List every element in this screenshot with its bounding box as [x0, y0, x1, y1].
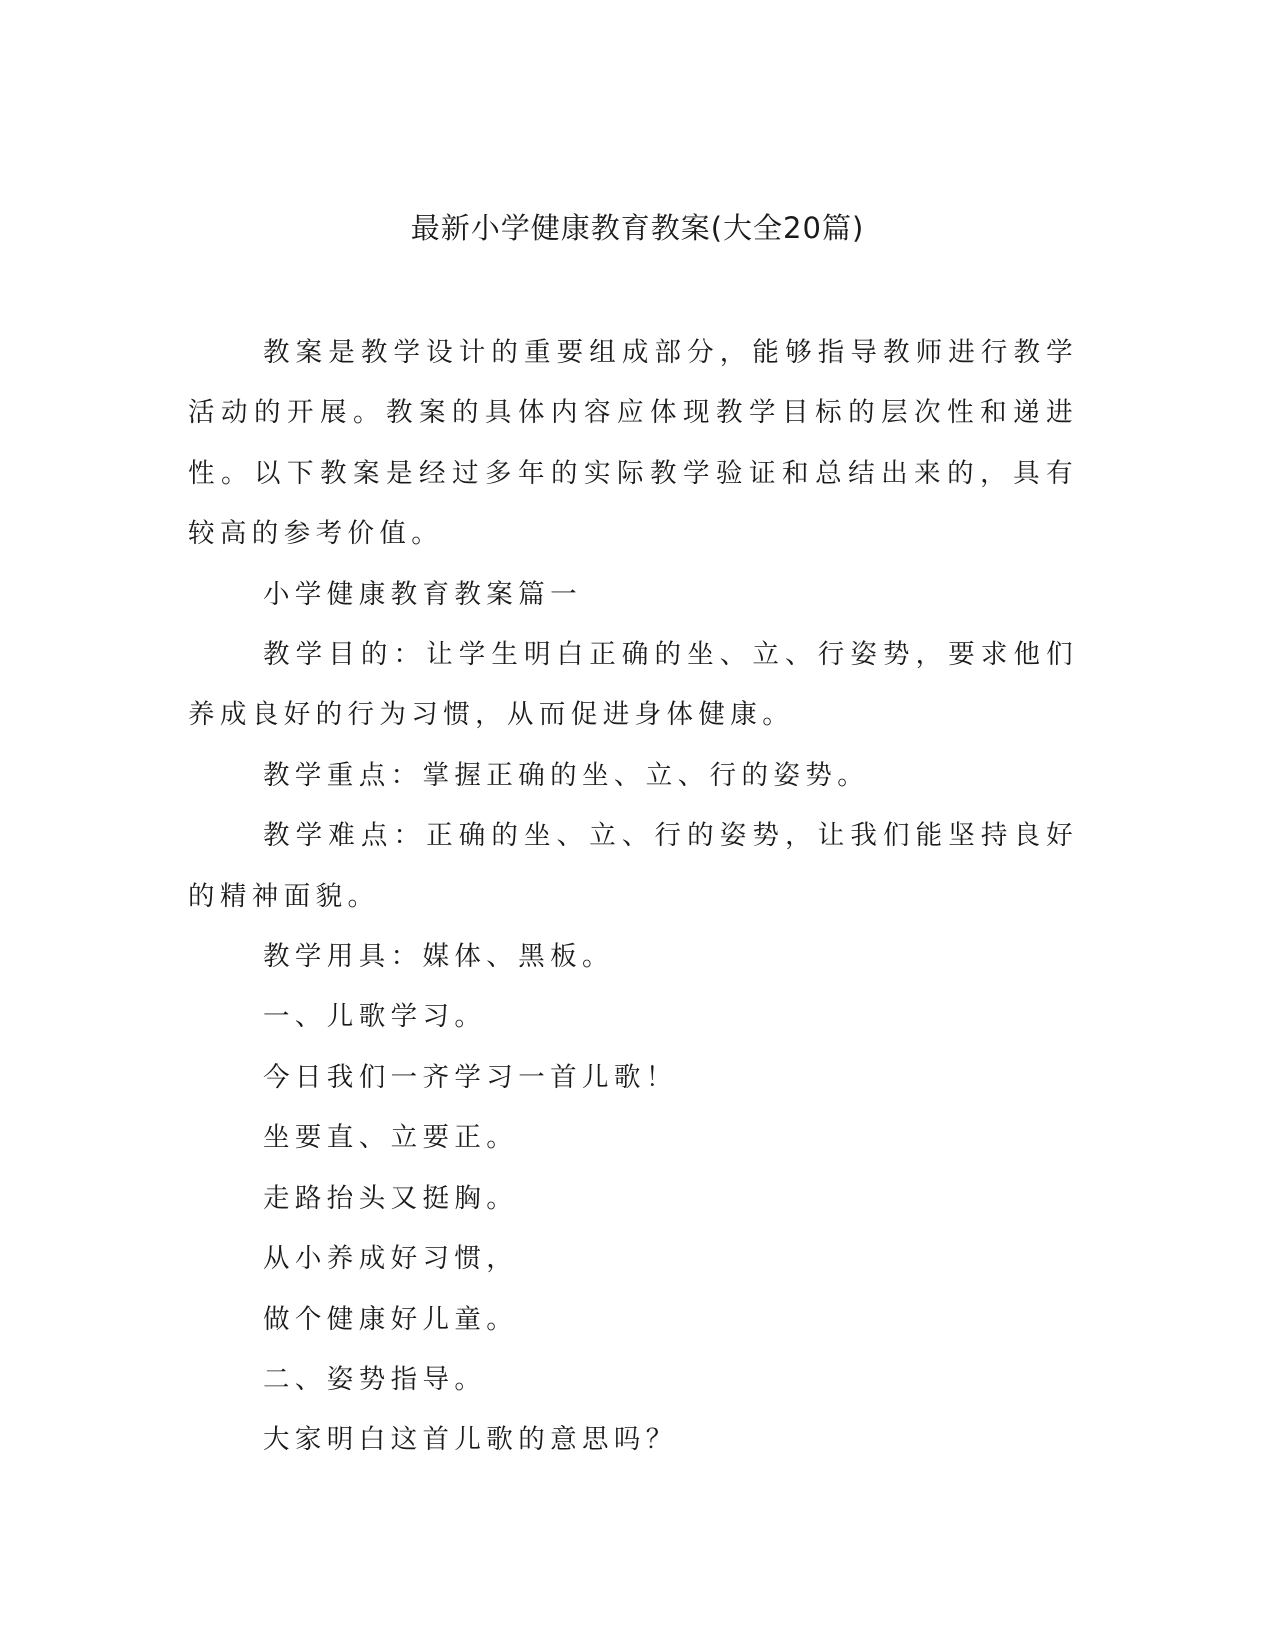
intro-paragraph: 教案是教学设计的重要组成部分，能够指导教师进行教学活动的开展。教案的具体内容应体现教学目标的层次性和递进性。以下教案是经过多年的实际教学验证和总结出来的，具有较高的参考价值。	[188, 337, 1078, 550]
step-one-heading: 一、儿歌学习。	[263, 1001, 487, 1033]
step-two-heading: 二、姿势指导。	[263, 1363, 487, 1395]
song-line: 做个健康好儿童。	[263, 1303, 519, 1335]
song-line: 坐要直、立要正。	[263, 1122, 519, 1154]
section-heading: 小学健康教育教案篇一	[263, 578, 582, 610]
song-intro-line: 今日我们一齐学习一首儿歌！	[263, 1061, 678, 1093]
document-title: 最新小学健康教育教案(大全20篇)	[410, 211, 865, 245]
document-body	[188, 323, 1078, 1471]
song-line: 从小养成好习惯，	[263, 1243, 519, 1275]
teaching-tools-paragraph: 教学用具：媒体、黑板。	[263, 941, 614, 973]
question-line: 大家明白这首儿歌的意思吗？	[263, 1424, 678, 1456]
song-line: 走路抬头又挺胸。	[263, 1182, 519, 1214]
teaching-key-point-paragraph: 教学重点：掌握正确的坐、立、行的姿势。	[263, 759, 870, 791]
teaching-difficulty-paragraph: 教学难点：正确的坐、立、行的姿势，让我们能坚持良好的精神面貌。	[188, 820, 1078, 912]
teaching-goal-paragraph: 教学目的：让学生明白正确的坐、立、行姿势，要求他们养成良好的行为习惯，从而促进身体健康。	[188, 639, 1078, 731]
